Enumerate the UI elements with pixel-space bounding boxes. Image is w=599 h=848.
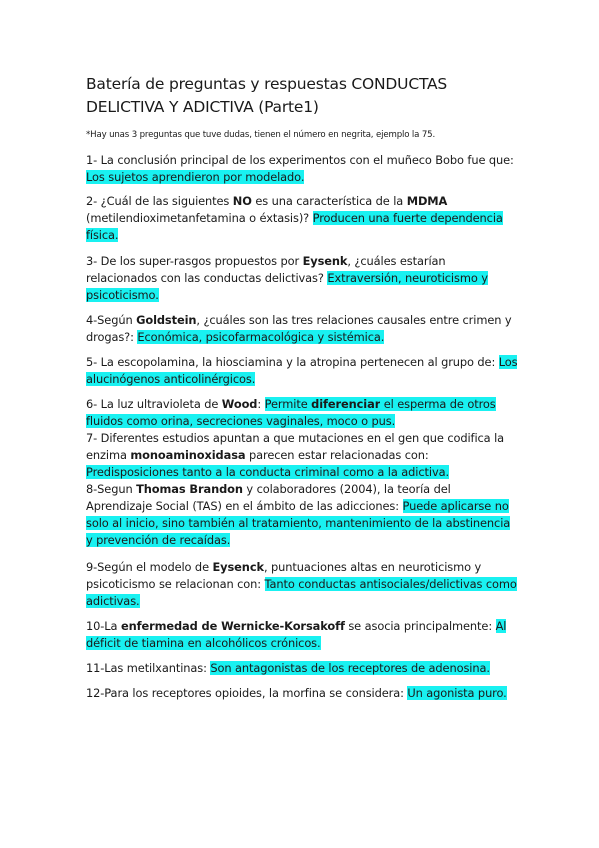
bold-term: Eysenk: [302, 254, 348, 268]
answer-highlight: Los alucinógenos anticolinérgicos.: [86, 355, 518, 386]
question-text: (metilendioximetanfetamina o éxtasis)?: [86, 211, 313, 225]
question-item: [86, 685, 518, 702]
page-title: Batería de preguntas y respuestas CONDUCTAS DELICTIVA Y ADICTIVA (Parte1): [86, 75, 448, 116]
question-text: 4-Según: [86, 313, 137, 327]
answer-highlight: Permite: [264, 397, 312, 411]
question-item: [86, 253, 518, 304]
answer-highlight: Al déficit de tiamina en alcohólicos crónicos.: [86, 619, 507, 650]
question-text: , puntuaciones altas en neuroticismo y psicoticismo se relacionan con:: [86, 560, 482, 591]
question-text: es una característica de la: [251, 194, 407, 208]
question-item: [86, 618, 518, 652]
question-text: parecen estar relacionadas con:: [245, 448, 429, 462]
question-text: 2- ¿Cuál de las siguientes: [86, 194, 233, 208]
question-text: 5- La escopolamina, la hiosciamina y la atropina pertenecen al grupo de:: [86, 355, 499, 369]
answer-highlight: Producen una fuerte dependencia física.: [86, 211, 503, 242]
question-item: [86, 559, 518, 610]
question-text: y colaboradores (2004), la teoría del Aprendizaje Social (TAS) en el ámbito de las adicciones:: [86, 482, 451, 513]
bold-term: Thomas Brandon: [136, 482, 243, 496]
question-item: [86, 481, 518, 549]
question-text: 6- La luz ultravioleta de: [86, 397, 222, 411]
question-text: 10-La: [86, 619, 121, 633]
answer-highlight: el esperma de otros fluidos como orina, secreciones vaginales, moco o pus.: [86, 397, 496, 428]
question-item: [86, 430, 518, 481]
answer-highlight: Un agonista puro.: [407, 686, 507, 700]
answer-highlight: Puede aplicarse no solo al inicio, sino también al tratamiento, mantenimiento de la abstinencia y prevención de recaídas.: [86, 499, 511, 547]
question-text: 8-Segun: [86, 482, 137, 496]
answer-highlight: Económica, psicofarmacológica y sistémica.: [137, 330, 385, 344]
question-text: 12-Para los receptores opioides, la morfina se considera:: [86, 686, 408, 700]
bold-term: Eysenck: [212, 560, 264, 574]
question-item: [86, 193, 518, 244]
bold-term: enfermedad de Wernicke-Korsakoff: [120, 619, 345, 633]
bold-term: NO: [232, 194, 252, 208]
answer-highlight: Son antagonistas de los receptores de adenosina.: [210, 661, 490, 675]
bold-term: Goldstein: [136, 313, 197, 327]
question-text: 1- La conclusión principal de los experimentos con el muñeco Bobo fue que:: [86, 153, 514, 167]
question-item: [86, 312, 518, 346]
question-text: 9-Según el modelo de: [86, 560, 213, 574]
question-text: 7- Diferentes estudios apuntan a que mutaciones en el gen que codifica la enzima: [86, 431, 505, 462]
question-text: 3- De los super-rasgos propuestos por: [86, 254, 303, 268]
question-item: [86, 354, 518, 388]
question-item: [86, 396, 518, 430]
question-text: , ¿cuáles son las tres relaciones causales entre crimen y drogas?:: [86, 313, 512, 344]
answer-highlight: Predisposiciones tanto a la conducta criminal como a la adictiva.: [86, 465, 449, 479]
question-text: 11-Las metilxantinas:: [86, 661, 211, 675]
bold-term: Wood: [221, 397, 258, 411]
question-text: se asocia principalmente:: [344, 619, 496, 633]
answer-highlight: Tanto conductas antisociales/delictivas como adictivas.: [86, 577, 517, 608]
bold-term: monoaminoxidasa: [130, 448, 246, 462]
question-text: , ¿cuáles estarían relacionados con las conductas delictivas?: [86, 254, 446, 285]
question-item: [86, 660, 518, 677]
bold-term: MDMA: [406, 194, 448, 208]
question-item: [86, 152, 518, 186]
note-text: *Hay unas 3 preguntas que tuve dudas, tienen el número en negrita, ejemplo la 75.: [86, 130, 436, 140]
answer-highlight: diferenciar: [311, 397, 381, 411]
answer-highlight: Extraversión, neuroticismo y psicoticismo.: [86, 271, 488, 302]
question-text: :: [257, 397, 265, 411]
answer-highlight: Los sujetos aprendieron por modelado.: [86, 170, 305, 184]
